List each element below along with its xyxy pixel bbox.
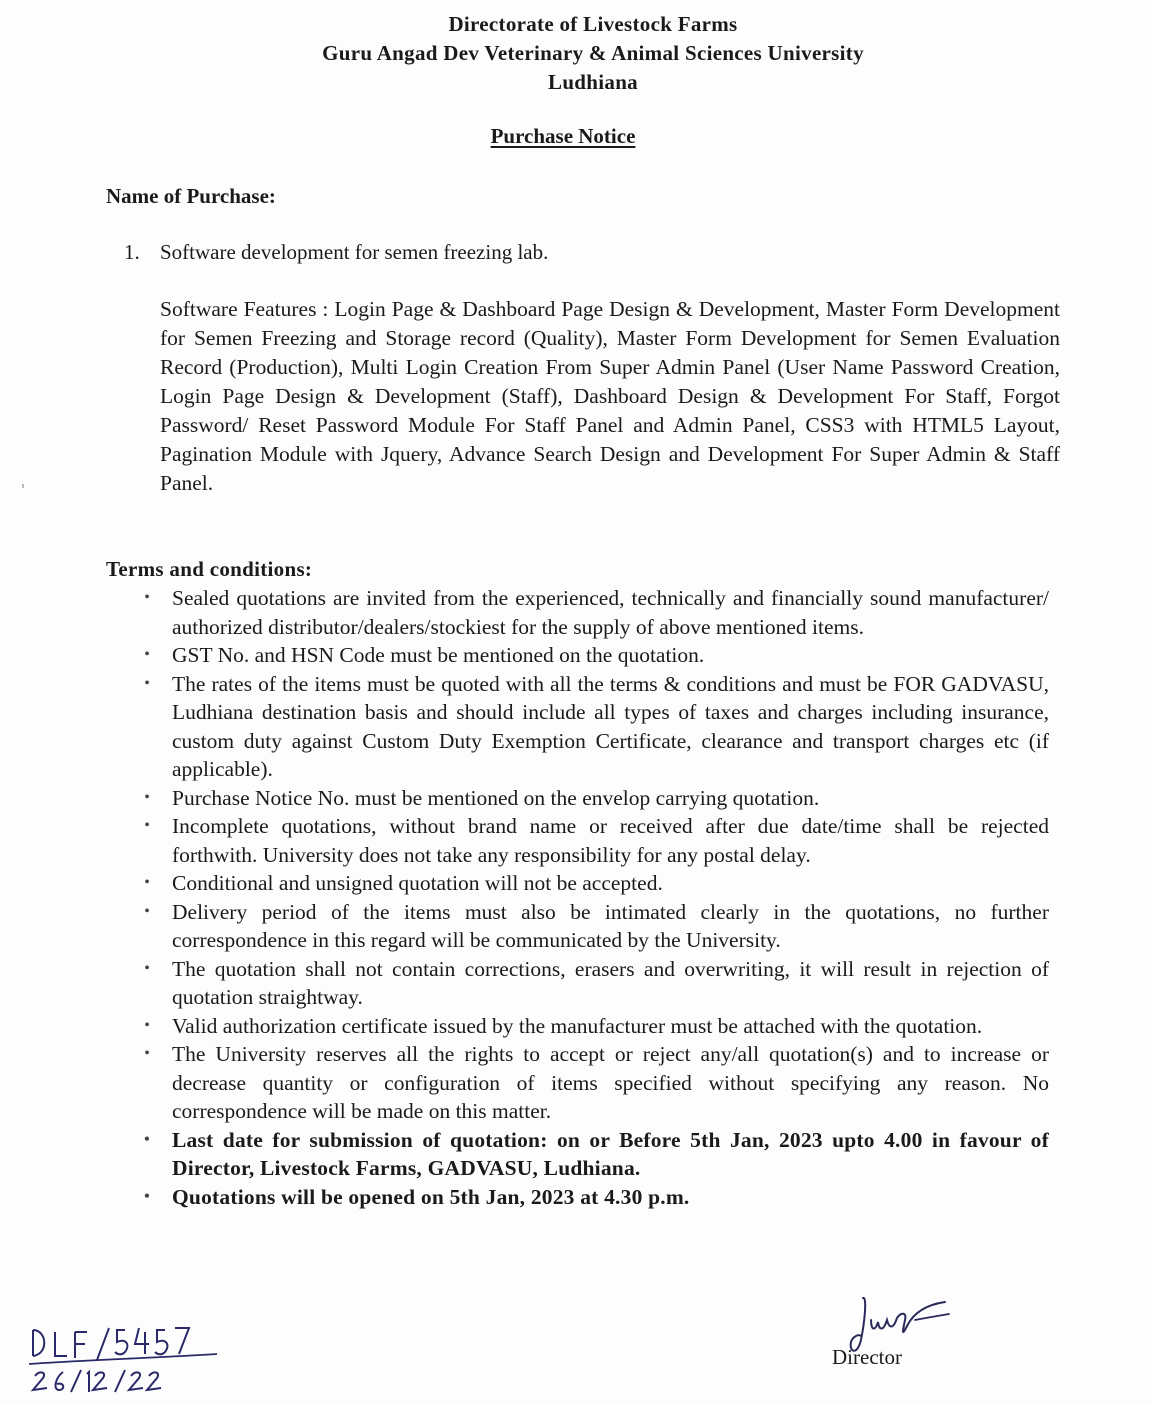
directorate-name: Directorate of Livestock Farms bbox=[448, 12, 738, 36]
scan-speck bbox=[22, 484, 24, 488]
bullet-icon: • bbox=[144, 674, 150, 692]
handwritten-diary-note bbox=[25, 1320, 225, 1400]
bullet-icon: • bbox=[144, 817, 150, 834]
letterhead bbox=[0, 10, 1152, 97]
bullet-icon: • bbox=[144, 1187, 150, 1205]
software-features: Software Features : Login Page & Dashboard Page Design & Development, Master Form Development for Semen Freezing and Storage record (Quality), Master Form Development for Semen Evaluation Record (Production), Multi Login Creation From Super Admin Panel (User Name Password Creation, Login Page Design & Development (Staff), Dashboard Design & Development For Staff, Forgot Password/ Reset Password Module For Staff Panel and Admin Panel, CSS3 with HTML5 Layout, Pagination Module with Jquery, Advance Search Design and Development For Super Admin & Staff Panel. bbox=[160, 297, 1060, 495]
bullet-icon: • bbox=[144, 874, 150, 891]
signatory-title: Director bbox=[832, 1345, 902, 1369]
term-item: • The quotation shall not contain corrections, erasers and overwriting, it will result in rejection of quotation straightway. bbox=[137, 955, 1049, 1012]
terms-list bbox=[137, 584, 1049, 1211]
purchase-item bbox=[124, 240, 548, 265]
purchase-item-name: Software development for semen freezing lab. bbox=[160, 240, 549, 264]
term-item: • The rates of the items must be quoted with all the terms & conditions and must be FOR GADVASU, Ludhiana destination basis and should include all types of taxes and charges including insurance, custom duty against Custom Duty Exemption Certificate, clearance and transport charges etc (if applicable). bbox=[137, 670, 1049, 784]
term-item-opening: • Quotations will be opened on 5th Jan, 2023 at 4.30 p.m. bbox=[137, 1183, 1049, 1212]
term-item: • Incomplete quotations, without brand name or received after due date/time shall be rejected forthwith. University does not take any responsibility for any postal delay. bbox=[137, 812, 1049, 869]
university-name: Guru Angad Dev Veterinary & Animal Sciences University bbox=[322, 41, 864, 65]
term-item: • The University reserves all the rights to accept or reject any/all quotation(s) and to increase or decrease quantity or configuration of items specified without specifying any reason. No correspondence will be made on this matter. bbox=[137, 1040, 1049, 1126]
bullet-icon: • bbox=[144, 1045, 150, 1062]
bullet-icon: • bbox=[144, 959, 150, 977]
bullet-icon: • bbox=[144, 902, 150, 920]
notice-title: Purchase Notice bbox=[490, 124, 636, 148]
bullet-icon: • bbox=[144, 646, 150, 663]
term-item: • Sealed quotations are invited from the experienced, technically and financially sound manufacturer/ authorized distributor/dealers/stockiest for the supply of above mentioned items. bbox=[137, 584, 1049, 641]
term-item: • GST No. and HSN Code must be mentioned on the quotation. bbox=[137, 641, 1049, 670]
bullet-icon: • bbox=[144, 1016, 150, 1034]
terms-heading: Terms and conditions: bbox=[106, 557, 313, 581]
purchase-heading: Name of Purchase: bbox=[106, 184, 276, 208]
term-item: • Conditional and unsigned quotation will not be accepted. bbox=[137, 869, 1049, 898]
bullet-icon: • bbox=[144, 589, 150, 606]
term-item: • Delivery period of the items must also be intimated clearly in the quotations, no further correspondence in this regard will be communicated by the University. bbox=[137, 898, 1049, 955]
term-item: • Valid authorization certificate issued by the manufacturer must be attached with the quotation. bbox=[137, 1012, 1049, 1041]
term-item: • Purchase Notice No. must be mentioned on the envelop carrying quotation. bbox=[137, 784, 1049, 813]
purchase-item-number: 1. bbox=[124, 240, 140, 264]
bullet-icon: • bbox=[144, 788, 150, 806]
term-item-deadline: • Last date for submission of quotation: on or Before 5th Jan, 2023 upto 4.00 in favour of Director, Livestock Farms, GADVASU, Ludhiana. bbox=[137, 1126, 1049, 1183]
city-name: Ludhiana bbox=[548, 70, 638, 94]
bullet-icon: • bbox=[144, 1130, 150, 1148]
